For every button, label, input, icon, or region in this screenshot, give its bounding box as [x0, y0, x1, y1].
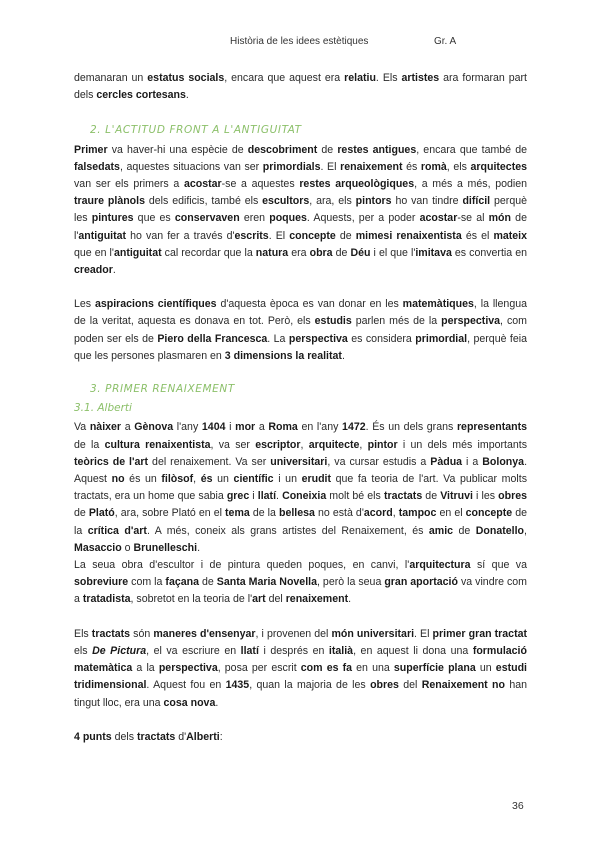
bold-term: renaixement — [285, 593, 349, 606]
bold-term: renaixement — [340, 160, 403, 173]
paragraph: Les aspiracions científiques d'aquesta època es van donar en les matemàtiques, la llengua de la veritat, aquesta es donava en tot. Però, els estudis parlen més de la perspectiva, com poden ser els de Piero della Francesca. La perspectiva es considera primordial, perquè feia que les persones plasmaren en 3 dimensions la realitat. — [74, 298, 528, 362]
bold-term: concepte — [289, 229, 336, 242]
bold-term: pintor — [367, 438, 398, 451]
bold-term: llatí — [240, 644, 259, 657]
bold-term: escrits — [234, 229, 269, 242]
bold-term: 4 punts — [74, 730, 112, 743]
section-heading: 3. PRIMER RENAIXEMENT — [90, 383, 235, 396]
paragraph: 4 punts dels tractats d'Alberti: — [74, 730, 223, 743]
bold-term: Santa Maria Novella — [216, 576, 317, 589]
header-group: Gr. A — [434, 36, 457, 47]
bold-term: crítica d'art — [87, 524, 147, 537]
paragraph: Primer va haver-hi una espècie de descobriment de restes antigues, encara que també de falsedats, aquestes situacions van ser primordials. El renaixement és romà, els arquitectes van ser els primers a acostar-se a aquestes restes arqueològiques, a més a més, podien traure plànols dels edificis, també els escultors, ara, els pintors ho van tindre difícil perquè les pintures que es conservaven eren poques. Aquests, per a poder acostar-se al món de l'antiguitat ho van fer a través d'escrits. El concepte de mimesi renaixentista és el mateix que en l'antiguitat cal recordar que la natura era obra de Déu i el que l'imitava es convertia en creador. — [74, 143, 528, 277]
bold-term: conservaven — [174, 212, 240, 225]
bold-term: Alberti — [186, 730, 220, 743]
bold-term: De Pictura — [92, 644, 147, 657]
bold-term: filòsof — [161, 473, 194, 486]
bold-term: cultura renaixentista — [104, 438, 211, 451]
bold-term: difícil — [462, 195, 491, 208]
bold-term: matemàtiques — [402, 298, 474, 311]
bold-term: estudi tridimensional — [74, 662, 527, 692]
bold-term: mor — [235, 421, 256, 434]
bold-term: bellesa — [279, 507, 315, 520]
bold-term: no — [111, 473, 125, 486]
bold-term: acostar — [183, 178, 222, 191]
bold-term: italià — [328, 644, 354, 657]
bold-term: gran aportació — [384, 576, 458, 589]
bold-term: mateix — [493, 229, 528, 242]
bold-term: pintors — [355, 195, 392, 208]
bold-term: Roma — [268, 421, 298, 434]
bold-term: Masaccio — [74, 541, 122, 554]
bold-term: primordials — [262, 160, 321, 173]
bold-term: acord — [363, 507, 393, 520]
bold-term: falsedats — [74, 160, 120, 173]
header-title: Història de les idees estètiques — [230, 36, 369, 47]
bold-term: Primer — [74, 143, 108, 156]
bold-term: cercles cortesans — [96, 89, 186, 102]
bold-term: Vitruvi — [440, 490, 473, 503]
page-number: 36 — [512, 800, 524, 812]
bold-term: descobriment — [247, 143, 318, 156]
bold-term: Brunelleschi — [133, 541, 198, 554]
paragraph: Va nàixer a Gènova l'any 1404 i mor a Roma en l'any 1472. És un dels grans representants de la cultura renaixentista, va ser escriptor, arquitecte, pintor i un dels més importants teòrics de l'art del renaixement. Va ser universitari, va cursar estudis a Pàdua i a Bolonya. Aquest no és un filòsof, és un científic i un erudit que fa teoria de l'art. Va publicar molts tractats, era un home que sabia grec i llatí. Coneixia molt bé els tractats de Vitruvi i les obres de Plató, ara, sobre Plató en el tema de la bellesa no està d'acord, tampoc en el concepte de la crítica d'art. A més, coneix als grans artistes del Renaixement, és amic de Donatello, Masaccio o Brunelleschi. — [74, 421, 528, 554]
bold-term: estudis — [314, 315, 352, 328]
bold-term: escriptor — [255, 438, 301, 451]
bold-term: façana — [165, 576, 199, 589]
bold-term: escultors — [262, 195, 310, 208]
bold-term: nàixer — [89, 421, 122, 434]
bold-term: Pàdua — [430, 455, 463, 468]
bold-term: maneres d'ensenyar — [153, 627, 256, 640]
bold-term: tractats — [137, 730, 176, 743]
bold-term: Bolonya — [482, 455, 525, 468]
bold-term: món — [488, 212, 512, 225]
bold-term: poques — [269, 212, 307, 225]
paragraph: La seua obra d'escultor i de pintura queden poques, en canvi, l'arquitectura sí que va sobreviure com la façana de Santa Maria Novella, però la seua gran aportació va vindre com a tratadista, sobretot en la teoria de l'art del renaixement. — [74, 559, 528, 606]
bold-term: art — [252, 593, 266, 606]
bold-term: aspiracions científiques — [94, 298, 217, 311]
bold-term: acostar — [419, 212, 458, 225]
page-header — [0, 36, 600, 50]
bold-term: representants — [456, 421, 528, 434]
bold-term: tema — [225, 507, 250, 520]
bold-term: Déu — [350, 246, 371, 259]
bold-term: Gènova — [134, 421, 174, 434]
bold-term: tractats — [383, 490, 423, 503]
paragraph: Els tractats són maneres d'ensenyar, i provenen del món universitari. El primer gran tractat els De Pictura, el va escriure en llatí i després en italià, en aquest li dona una formulació matemàtica a la perspectiva, posa per escrit com es fa en una superfície plana un estudi tridimensional. Aquest fou en 1435, quan la majoria de les obres del Renaixement no han tingut lloc, era una cosa nova. — [74, 627, 528, 709]
bold-term: natura — [255, 246, 289, 259]
bold-term: obres — [370, 679, 399, 692]
bold-term: estatus socials — [147, 72, 225, 84]
bold-term: erudit — [301, 473, 332, 486]
bold-term: Coneixia — [282, 490, 327, 503]
bold-term: perspectiva — [441, 315, 501, 328]
bold-term: Donatello — [475, 524, 525, 537]
bold-term: 1435 — [225, 679, 250, 692]
bold-term: antiguitat — [113, 246, 162, 259]
bold-term: arquitectes — [470, 160, 528, 173]
bold-term: primer gran tractat — [432, 627, 528, 640]
bold-term: arquitecte — [308, 438, 360, 451]
bold-term: traure plànols — [74, 195, 145, 208]
bold-term: perspectiva — [158, 662, 218, 675]
bold-term: món universitari — [331, 627, 415, 640]
paragraph: demanaran un estatus socials, encara que aquest era relatiu. Els artistes ara formaran part dels cercles cortesans. — [74, 72, 527, 102]
bold-term: restes arqueològiques — [299, 178, 415, 191]
bold-term: Renaixement no — [421, 679, 505, 692]
bold-term: superfície plana — [393, 662, 476, 675]
bold-term: arquitectura — [409, 559, 471, 572]
bold-term: sobreviure — [74, 576, 129, 589]
bold-term: tratadista — [82, 593, 131, 606]
bold-term: científic — [233, 473, 274, 486]
bold-term: teòrics de l'art — [74, 455, 149, 468]
bold-term: Piero della Francesca — [157, 332, 268, 345]
bold-term: obra — [309, 246, 333, 259]
bold-term: imitava — [415, 246, 452, 259]
section-heading: 2. L'ACTITUD FRONT A L'ANTIGUITAT — [90, 124, 302, 137]
bold-term: pintures — [91, 212, 134, 225]
bold-term: Plató — [88, 507, 115, 520]
bold-term: llatí — [257, 490, 277, 503]
bold-term: 1472 — [342, 421, 366, 434]
bold-term: creador — [74, 264, 113, 277]
bold-term: és — [200, 473, 213, 486]
bold-term: tractats — [91, 627, 131, 640]
bold-term: 3 dimensions la realitat — [224, 349, 342, 362]
bold-term: com es fa — [300, 662, 353, 675]
bold-term: mimesi renaixentista — [355, 229, 462, 242]
bold-term: artistes — [401, 72, 440, 84]
bold-term: restes antigues — [337, 143, 417, 156]
bold-term: tampoc — [398, 507, 437, 520]
bold-term: amic — [428, 524, 454, 537]
subsection-heading: 3.1. Alberti — [74, 402, 132, 415]
page-content — [74, 70, 527, 746]
bold-term: universitari — [270, 455, 328, 468]
bold-term: 1404 — [201, 421, 226, 434]
bold-term: obres — [498, 490, 527, 503]
bold-term: antiguitat — [78, 229, 127, 242]
bold-term: relatiu — [344, 72, 376, 84]
bold-term: romà — [420, 160, 447, 173]
bold-term: cosa nova — [163, 696, 216, 709]
bold-term: primordial — [415, 332, 468, 345]
bold-term: formulació matemàtica — [74, 644, 527, 675]
bold-term: grec — [226, 490, 250, 503]
bold-term: concepte — [465, 507, 513, 520]
bold-term: perspectiva — [288, 332, 348, 345]
